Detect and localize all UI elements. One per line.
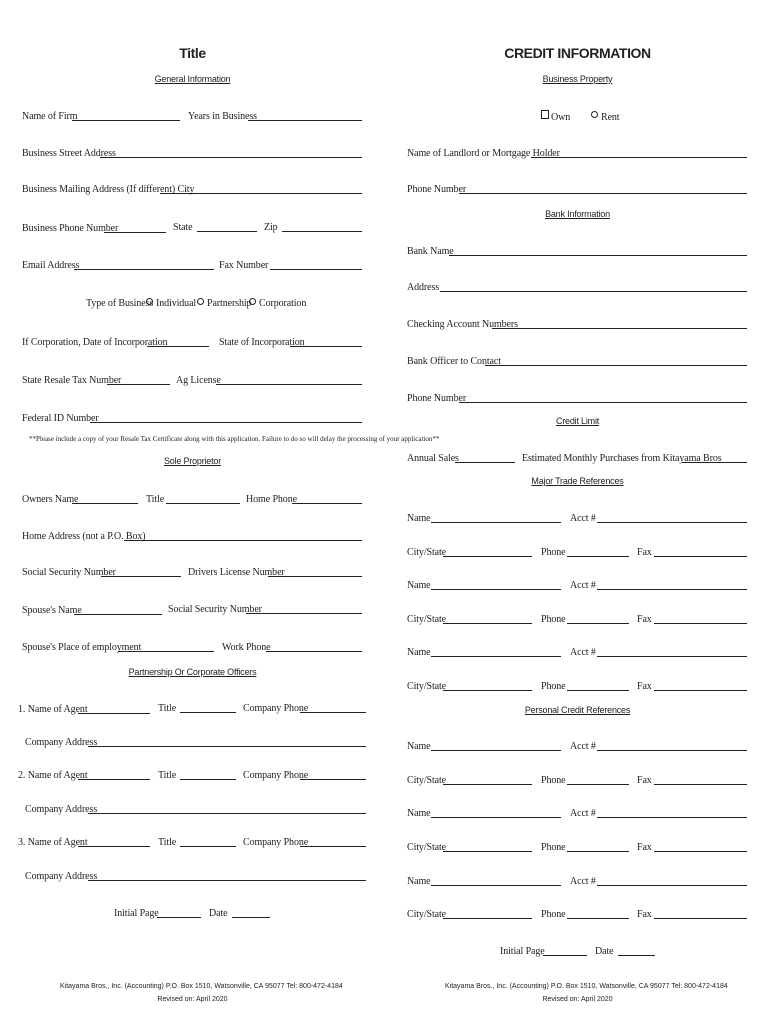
agent1-title-label: Title — [158, 703, 177, 714]
credit-info-title: CREDIT INFORMATION — [504, 45, 651, 61]
estimated-purchases-label: Estimated Monthly Purchases from Kitayama Bros — [522, 453, 722, 464]
federal-id-field[interactable] — [90, 422, 362, 423]
personal-ref1-name-field[interactable] — [431, 750, 561, 751]
trade-ref3-city-label: City/State — [407, 681, 447, 692]
trade-ref1-fax-label: Fax — [637, 547, 652, 558]
personal-ref2-name-label: Name — [407, 808, 431, 819]
trade-ref3-name-label: Name — [407, 647, 431, 658]
personal-references-heading: Personal Credit References — [524, 705, 631, 715]
agent1-company-phone-field[interactable] — [300, 712, 366, 713]
trade-ref3-acct-field[interactable] — [597, 656, 747, 657]
right-date-label: Date — [595, 946, 614, 957]
agent3-company-phone-field[interactable] — [300, 846, 366, 847]
name-of-firm-label: Name of Firm — [22, 111, 78, 122]
trade-ref1-name-label: Name — [407, 513, 431, 524]
personal-ref1-acct-field[interactable] — [597, 750, 747, 751]
spouses-name-field[interactable] — [74, 614, 162, 615]
checking-account-label: Checking Account Numbers — [407, 319, 518, 330]
personal-ref3-phone-label: Phone — [541, 909, 566, 920]
officers-heading: Partnership Or Corporate Officers — [128, 667, 257, 677]
trade-ref3-acct-label: Acct # — [570, 647, 596, 658]
spouse-employment-label: Spouse's Place of employment — [22, 642, 142, 653]
business-property-heading: Business Property — [542, 74, 613, 84]
left-footer-address: Kitayama Bros., Inc. (Accounting) P.O. Box 1510, Watsonville, CA 95077 Tel: 800-472-4184 — [60, 983, 343, 990]
personal-ref1-city-field[interactable] — [443, 784, 532, 785]
agent2-company-address-field[interactable] — [88, 813, 366, 814]
trade-ref1-phone-field[interactable] — [567, 556, 629, 557]
agent1-company-address-label: Company Address — [25, 737, 98, 748]
agent2-company-phone-field[interactable] — [300, 779, 366, 780]
agent2-company-phone-label: Company Phone — [243, 770, 309, 781]
right-footer-address: Kitayama Bros., Inc. (Accounting) P.O. Box 1510, Watsonville, CA 95077 Tel: 800-472-4184 — [445, 983, 728, 990]
trade-ref3-fax-label: Fax — [637, 681, 652, 692]
own-label: Own — [551, 112, 571, 123]
owners-name-field[interactable] — [72, 503, 138, 504]
trade-ref3-phone-label: Phone — [541, 681, 566, 692]
individual-label: Individual — [156, 298, 197, 309]
bank-address-field[interactable] — [440, 291, 747, 292]
personal-ref2-city-field[interactable] — [443, 851, 532, 852]
personal-ref3-fax-field[interactable] — [654, 918, 747, 919]
email-label: Email Address — [22, 260, 80, 271]
bank-officer-field[interactable] — [485, 365, 747, 366]
agent1-field[interactable] — [78, 713, 150, 714]
personal-ref3-acct-field[interactable] — [597, 885, 747, 886]
state-resale-tax-label: State Resale Tax Number — [22, 375, 122, 386]
trade-ref2-phone-field[interactable] — [567, 623, 629, 624]
email-field[interactable] — [74, 269, 214, 270]
trade-ref3-fax-field[interactable] — [654, 690, 747, 691]
bank-phone-field[interactable] — [459, 402, 747, 403]
personal-ref1-fax-field[interactable] — [654, 784, 747, 785]
general-info-heading: General Information — [154, 74, 231, 84]
owners-name-label: Owners Name — [22, 494, 79, 505]
right-initial-page-field[interactable] — [543, 955, 587, 956]
federal-id-label: Federal ID Number — [22, 413, 99, 424]
ssn-label: Social Security Number — [22, 567, 116, 578]
owner-title-label: Title — [146, 494, 165, 505]
work-phone-field[interactable] — [266, 651, 362, 652]
ag-license-field[interactable] — [216, 384, 362, 385]
years-in-business-label: Years in Business — [188, 111, 257, 122]
years-in-business-field[interactable] — [248, 120, 362, 121]
personal-ref3-fax-label: Fax — [637, 909, 652, 920]
personal-ref2-fax-label: Fax — [637, 842, 652, 853]
trade-ref1-name-field[interactable] — [431, 522, 561, 523]
agent2-field[interactable] — [78, 779, 150, 780]
own-checkbox[interactable] — [541, 110, 549, 119]
personal-ref2-acct-field[interactable] — [597, 817, 747, 818]
agent3-company-address-label: Company Address — [25, 871, 98, 882]
agent3-field[interactable] — [78, 846, 150, 847]
agent2-title-label: Title — [158, 770, 177, 781]
trade-ref2-phone-label: Phone — [541, 614, 566, 625]
trade-ref2-name-label: Name — [407, 580, 431, 591]
bank-name-field[interactable] — [449, 255, 747, 256]
personal-ref1-phone-field[interactable] — [567, 784, 629, 785]
personal-ref2-name-field[interactable] — [431, 817, 561, 818]
trade-references-heading: Major Trade References — [531, 476, 624, 486]
agent3-company-address-field[interactable] — [88, 880, 366, 881]
corp-date-label: If Corporation, Date of Incorporation — [22, 337, 168, 348]
left-footer-revised: Revised on: April 2020 — [157, 996, 228, 1003]
personal-ref3-name-field[interactable] — [431, 885, 561, 886]
bank-info-heading: Bank Information — [545, 209, 610, 219]
drivers-license-label: Drivers License Number — [188, 567, 285, 578]
state-of-incorporation-field[interactable] — [290, 346, 362, 347]
resale-tax-note: **Please include a copy of your Resale Tax Certificate along with this application. Failure to do so will delay the processing of your application** — [29, 435, 440, 443]
left-initial-page-label: Initial Page — [114, 908, 159, 919]
corporation-radio[interactable] — [249, 298, 256, 305]
spouse-employment-field[interactable] — [118, 651, 214, 652]
trade-ref1-acct-field[interactable] — [597, 522, 747, 523]
landlord-field[interactable] — [531, 157, 747, 158]
agent1-company-phone-label: Company Phone — [243, 703, 309, 714]
owner-title-field[interactable] — [166, 503, 240, 504]
annual-sales-label: Annual Sales — [407, 453, 459, 464]
personal-ref3-name-label: Name — [407, 876, 431, 887]
checking-account-field[interactable] — [492, 328, 747, 329]
partnership-radio[interactable] — [197, 298, 204, 305]
corporation-label: Corporation — [259, 298, 307, 309]
rent-radio[interactable] — [591, 111, 598, 118]
home-phone-label: Home Phone — [246, 494, 297, 505]
bank-officer-label: Bank Officer to Contact — [407, 356, 501, 367]
personal-ref2-phone-label: Phone — [541, 842, 566, 853]
personal-ref1-acct-label: Acct # — [570, 741, 596, 752]
state-label: State — [173, 222, 193, 233]
state-field[interactable] — [197, 231, 257, 232]
personal-ref3-city-field[interactable] — [443, 918, 532, 919]
personal-ref3-phone-field[interactable] — [567, 918, 629, 919]
personal-ref3-acct-label: Acct # — [570, 876, 596, 887]
bank-name-label: Bank Name — [407, 246, 454, 257]
name-of-firm-field[interactable] — [72, 120, 180, 121]
personal-ref2-city-label: City/State — [407, 842, 447, 853]
rent-label: Rent — [601, 112, 620, 123]
personal-ref2-acct-label: Acct # — [570, 808, 596, 819]
work-phone-label: Work Phone — [222, 642, 271, 653]
ag-license-label: Ag License — [176, 375, 221, 386]
right-initial-page-label: Initial Page — [500, 946, 545, 957]
sole-proprietor-heading: Sole Proprietor — [163, 456, 222, 466]
state-of-incorporation-label: State of Incorporation — [219, 337, 305, 348]
fax-number-field[interactable] — [270, 269, 362, 270]
personal-ref3-city-label: City/State — [407, 909, 447, 920]
home-address-label: Home Address (not a P.O. Box) — [22, 531, 146, 542]
trade-ref3-name-field[interactable] — [431, 656, 561, 657]
property-phone-field[interactable] — [459, 193, 747, 194]
personal-ref2-phone-field[interactable] — [567, 851, 629, 852]
business-street-address-field[interactable] — [100, 157, 362, 158]
personal-ref2-fax-field[interactable] — [654, 851, 747, 852]
agent1-label: 1. Name of Agent — [18, 704, 88, 715]
customer-info-title: Title — [179, 45, 206, 61]
left-initial-page-field[interactable] — [157, 917, 201, 918]
agent2-title-field[interactable] — [180, 779, 236, 780]
trade-ref2-acct-label: Acct # — [570, 580, 596, 591]
agent2-company-address-label: Company Address — [25, 804, 98, 815]
right-date-field[interactable] — [618, 955, 655, 956]
business-phone-label: Business Phone Number — [22, 223, 119, 234]
trade-ref2-city-label: City/State — [407, 614, 447, 625]
left-date-label: Date — [209, 908, 228, 919]
agent1-company-address-field[interactable] — [88, 746, 366, 747]
business-phone-field[interactable] — [104, 232, 166, 233]
zip-label: Zip — [264, 222, 278, 233]
trade-ref1-city-field[interactable] — [443, 556, 532, 557]
agent3-label: 3. Name of Agent — [18, 837, 88, 848]
ssn-field[interactable] — [101, 576, 181, 577]
trade-ref2-fax-field[interactable] — [654, 623, 747, 624]
type-of-business-label: Type of Business — [86, 298, 154, 309]
zip-field[interactable] — [282, 231, 362, 232]
property-phone-label: Phone Number — [407, 184, 467, 195]
bank-address-label: Address — [407, 282, 440, 293]
spouse-ssn-label: Social Security Number — [168, 604, 262, 615]
agent3-title-field[interactable] — [180, 846, 236, 847]
business-mailing-address-label: Business Mailing Address (If different) City — [22, 184, 195, 195]
partnership-label: Partnership — [207, 298, 252, 309]
trade-ref1-city-label: City/State — [407, 547, 447, 558]
trade-ref1-fax-field[interactable] — [654, 556, 747, 557]
trade-ref3-phone-field[interactable] — [567, 690, 629, 691]
agent3-company-phone-label: Company Phone — [243, 837, 309, 848]
business-street-address-label: Business Street Address — [22, 148, 116, 159]
trade-ref2-name-field[interactable] — [431, 589, 561, 590]
individual-radio[interactable] — [146, 298, 153, 305]
personal-ref1-phone-label: Phone — [541, 775, 566, 786]
annual-sales-field[interactable] — [455, 462, 515, 463]
spouses-name-label: Spouse's Name — [22, 605, 82, 616]
left-date-field[interactable] — [232, 917, 270, 918]
home-phone-field[interactable] — [292, 503, 362, 504]
state-resale-tax-field[interactable] — [107, 384, 170, 385]
agent1-title-field[interactable] — [180, 712, 236, 713]
agent3-title-label: Title — [158, 837, 177, 848]
trade-ref3-city-field[interactable] — [443, 690, 532, 691]
trade-ref2-fax-label: Fax — [637, 614, 652, 625]
trade-ref2-acct-field[interactable] — [597, 589, 747, 590]
spouse-ssn-field[interactable] — [246, 613, 362, 614]
drivers-license-field[interactable] — [268, 576, 362, 577]
agent2-label: 2. Name of Agent — [18, 770, 88, 781]
business-mailing-address-field[interactable] — [160, 193, 362, 194]
corp-date-field[interactable] — [147, 346, 209, 347]
trade-ref1-phone-label: Phone — [541, 547, 566, 558]
right-footer-revised: Revised on: April 2020 — [542, 996, 613, 1003]
trade-ref1-acct-label: Acct # — [570, 513, 596, 524]
personal-ref1-name-label: Name — [407, 741, 431, 752]
personal-ref1-fax-label: Fax — [637, 775, 652, 786]
trade-ref2-city-field[interactable] — [443, 623, 532, 624]
home-address-field[interactable] — [124, 540, 362, 541]
bank-phone-label: Phone Number — [407, 393, 467, 404]
fax-number-label: Fax Number — [219, 260, 269, 271]
estimated-purchases-field[interactable] — [682, 462, 747, 463]
credit-limit-heading: Credit Limit — [555, 416, 600, 426]
personal-ref1-city-label: City/State — [407, 775, 447, 786]
landlord-label: Name of Landlord or Mortgage Holder — [407, 148, 560, 159]
